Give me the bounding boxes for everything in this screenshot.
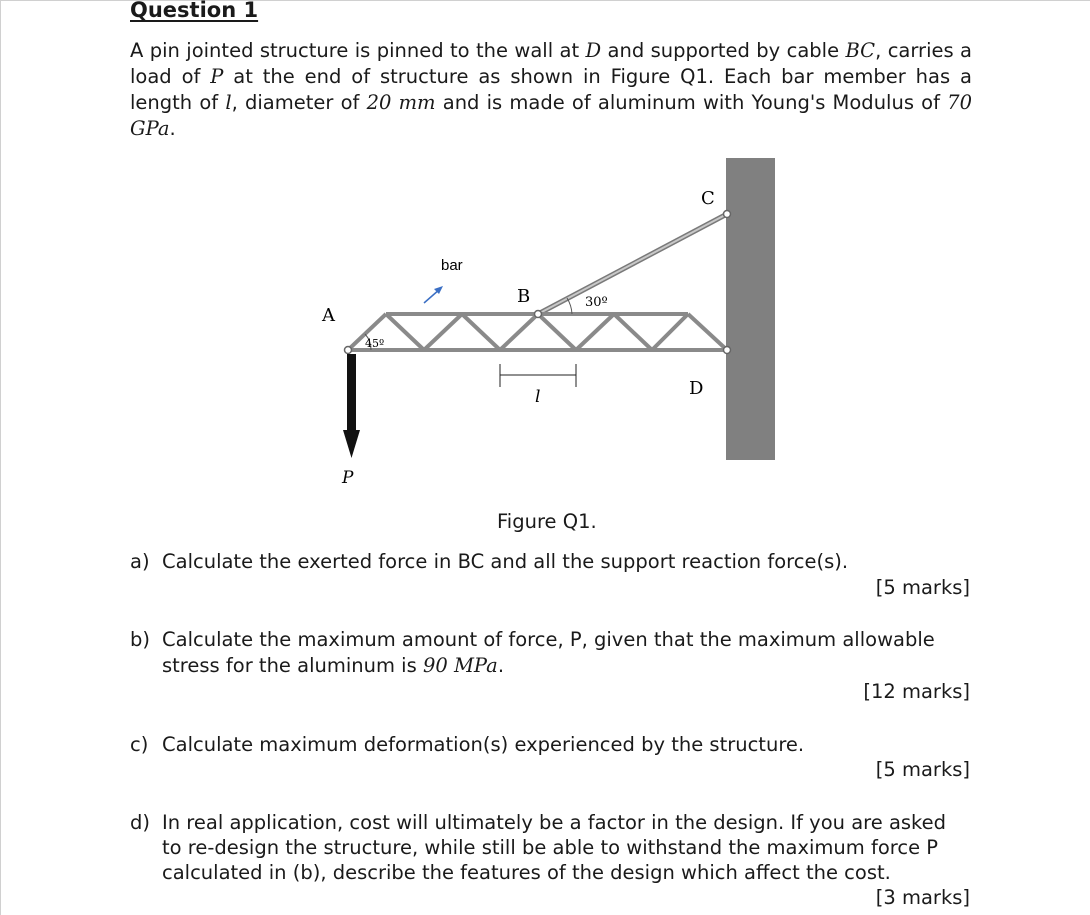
- label-30: 30º: [585, 295, 608, 310]
- figure-caption: Figure Q1.: [497, 510, 597, 533]
- figure-q1: [300, 150, 800, 495]
- pin-b: [535, 311, 542, 318]
- label-d: D: [689, 378, 704, 399]
- label-a: A: [322, 305, 335, 326]
- label-bar: bar: [441, 257, 463, 274]
- load-arrow-head: [343, 430, 360, 458]
- label-c: C: [701, 188, 715, 209]
- intro-paragraph: A pin jointed structure is pinned to the wall at D and supported by cable BC, carries a load of P at the end of structure as shown in Figure Q1. Each bar member has a length of l, diameter of 20 mm and is made of aluminum with Young's Modulus of 70 GPa.: [130, 39, 972, 140]
- label-l: l: [535, 387, 541, 407]
- question-title: Question 1: [130, 0, 259, 22]
- dimension-l: [500, 364, 576, 387]
- part-d-marks: [3 marks]: [875, 886, 970, 909]
- wall: [726, 158, 775, 460]
- part-b-marks: [12 marks]: [863, 680, 970, 703]
- label-b: B: [517, 286, 531, 307]
- page-left-border: [0, 0, 1, 915]
- pin-d: [724, 347, 731, 354]
- truss-diagonals: [348, 314, 727, 350]
- load-arrow-shaft: [347, 354, 356, 434]
- pin-c: [724, 211, 731, 218]
- label-p: P: [342, 468, 354, 488]
- label-45: 45º: [365, 337, 385, 350]
- part-a-marks: [5 marks]: [875, 576, 970, 599]
- part-c-marks: [5 marks]: [875, 758, 970, 781]
- pin-a: [345, 347, 352, 354]
